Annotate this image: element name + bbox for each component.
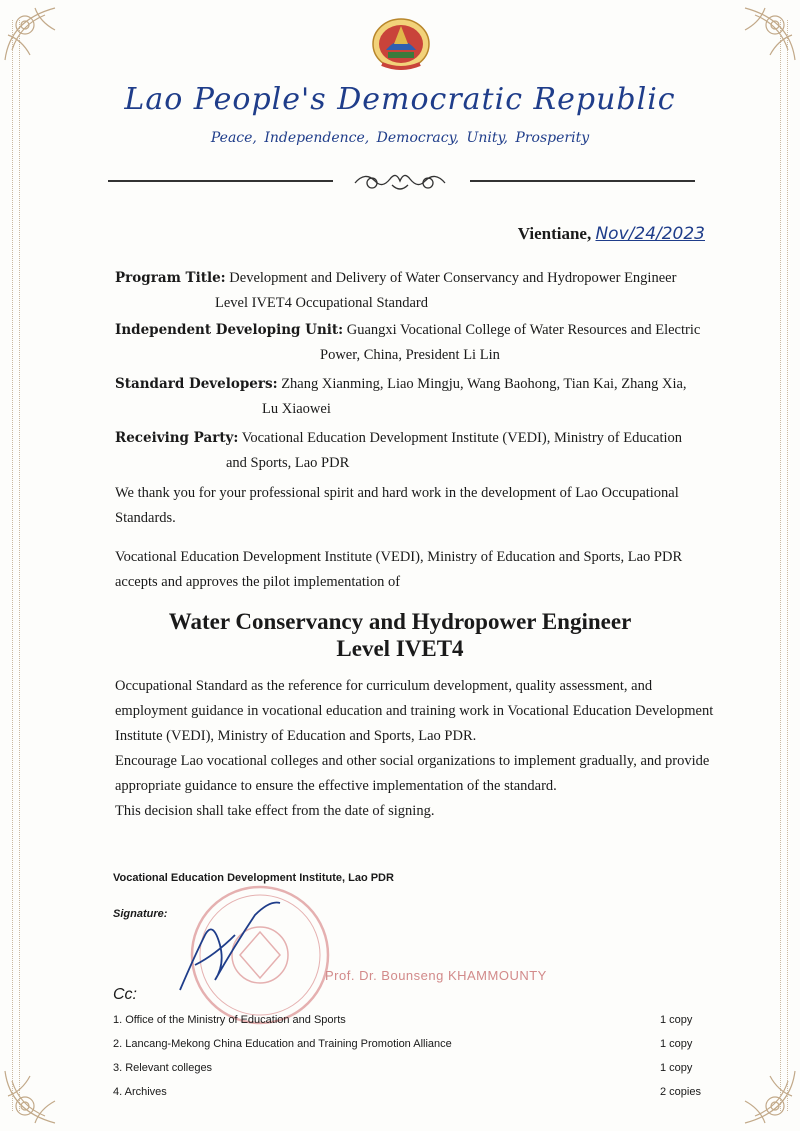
flourish-ornament-icon bbox=[350, 167, 450, 195]
republic-title: Lao People's Democratic Republic bbox=[124, 82, 676, 117]
place-label: Vientiane, bbox=[517, 224, 592, 243]
field-label: Independent Developing Unit: bbox=[115, 322, 344, 338]
standard-title-line1: Water Conservancy and Hydropower Engineer bbox=[168, 609, 632, 634]
standard-developers-field bbox=[115, 372, 715, 422]
field-value-cont: Lu Xiaowei bbox=[262, 401, 331, 417]
corner-ornament-top-left-icon bbox=[0, 0, 70, 70]
right-border-ornament bbox=[780, 20, 788, 1111]
field-value: Guangxi Vocational College of Water Resources and Electric bbox=[346, 322, 701, 338]
thanks-paragraph: We thank you for your professional spirit and hard work in the development of Lao Occupational Standards. bbox=[115, 485, 679, 526]
cc-item: 4. Archives bbox=[113, 1086, 167, 1098]
cc-item: 3. Relevant colleges bbox=[113, 1062, 213, 1074]
field-label: Standard Developers: bbox=[115, 376, 278, 392]
corner-ornament-bottom-left-icon bbox=[0, 1061, 70, 1131]
cc-qty: 1 copy bbox=[660, 1038, 693, 1050]
effect-paragraph: This decision shall take effect from the date of signing. bbox=[115, 803, 435, 819]
place-date-line bbox=[518, 224, 705, 244]
field-value: Zhang Xianming, Liao Mingju, Wang Baohong, Tian Kai, Zhang Xia, bbox=[281, 376, 687, 392]
handwritten-signature-icon bbox=[175, 895, 285, 995]
program-title-field bbox=[115, 266, 715, 316]
receiving-party-field bbox=[115, 426, 715, 476]
cc-item: 1. Office of the Ministry of Education and Sports bbox=[113, 1014, 346, 1026]
corner-ornament-bottom-right-icon bbox=[730, 1061, 800, 1131]
republic-motto: Peace, Independence, Democracy, Unity, Prosperity bbox=[210, 130, 590, 146]
approval-intro-paragraph: Vocational Education Development Institute (VEDI), Ministry of Education and Sports, Lao PDR accepts and approves the pilot implementation of bbox=[115, 549, 683, 590]
cc-label: Cc: bbox=[113, 986, 137, 1003]
field-value-cont: and Sports, Lao PDR bbox=[226, 455, 350, 471]
corner-ornament-top-right-icon bbox=[730, 0, 800, 70]
issuer-name: Vocational Education Development Institute, Lao PDR bbox=[113, 872, 394, 884]
cc-item: 2. Lancang-Mekong China Education and Training Promotion Alliance bbox=[113, 1038, 452, 1050]
left-border-ornament bbox=[12, 20, 20, 1111]
cc-qty: 2 copies bbox=[660, 1086, 701, 1098]
divider-right bbox=[470, 180, 695, 182]
signer-name: Prof. Dr. Bounseng KHAMMOUNTY bbox=[325, 968, 547, 983]
field-value-cont: Power, China, President Li Lin bbox=[320, 347, 500, 363]
standard-title-line2: Level IVET4 bbox=[336, 636, 464, 661]
divider-left bbox=[108, 180, 333, 182]
field-value: Development and Delivery of Water Conservancy and Hydropower Engineer bbox=[229, 270, 677, 286]
field-value-cont: Level IVET4 Occupational Standard bbox=[215, 295, 428, 311]
reference-paragraph: Occupational Standard as the reference for curriculum development, quality assessment, and employment guidance in vocational education and training work in Vocational Education Development Institute (VEDI), Ministry of Education and Sports, Lao PDR. bbox=[115, 678, 714, 744]
encourage-paragraph: Encourage Lao vocational colleges and other social organizations to implement gradually, and provide appropriate guidance to ensure the effective implementation of the standard. bbox=[115, 753, 710, 794]
signature-label: Signature: bbox=[113, 908, 168, 920]
field-value: Vocational Education Development Institute (VEDI), Ministry of Education bbox=[241, 430, 683, 446]
handwritten-date: Nov/24/2023 bbox=[595, 224, 705, 244]
field-label: Program Title: bbox=[115, 270, 226, 286]
field-label: Receiving Party: bbox=[115, 430, 239, 446]
cc-qty: 1 copy bbox=[660, 1014, 693, 1026]
lao-national-emblem-icon bbox=[368, 14, 434, 72]
cc-qty: 1 copy bbox=[660, 1062, 693, 1074]
developing-unit-field bbox=[115, 318, 715, 368]
